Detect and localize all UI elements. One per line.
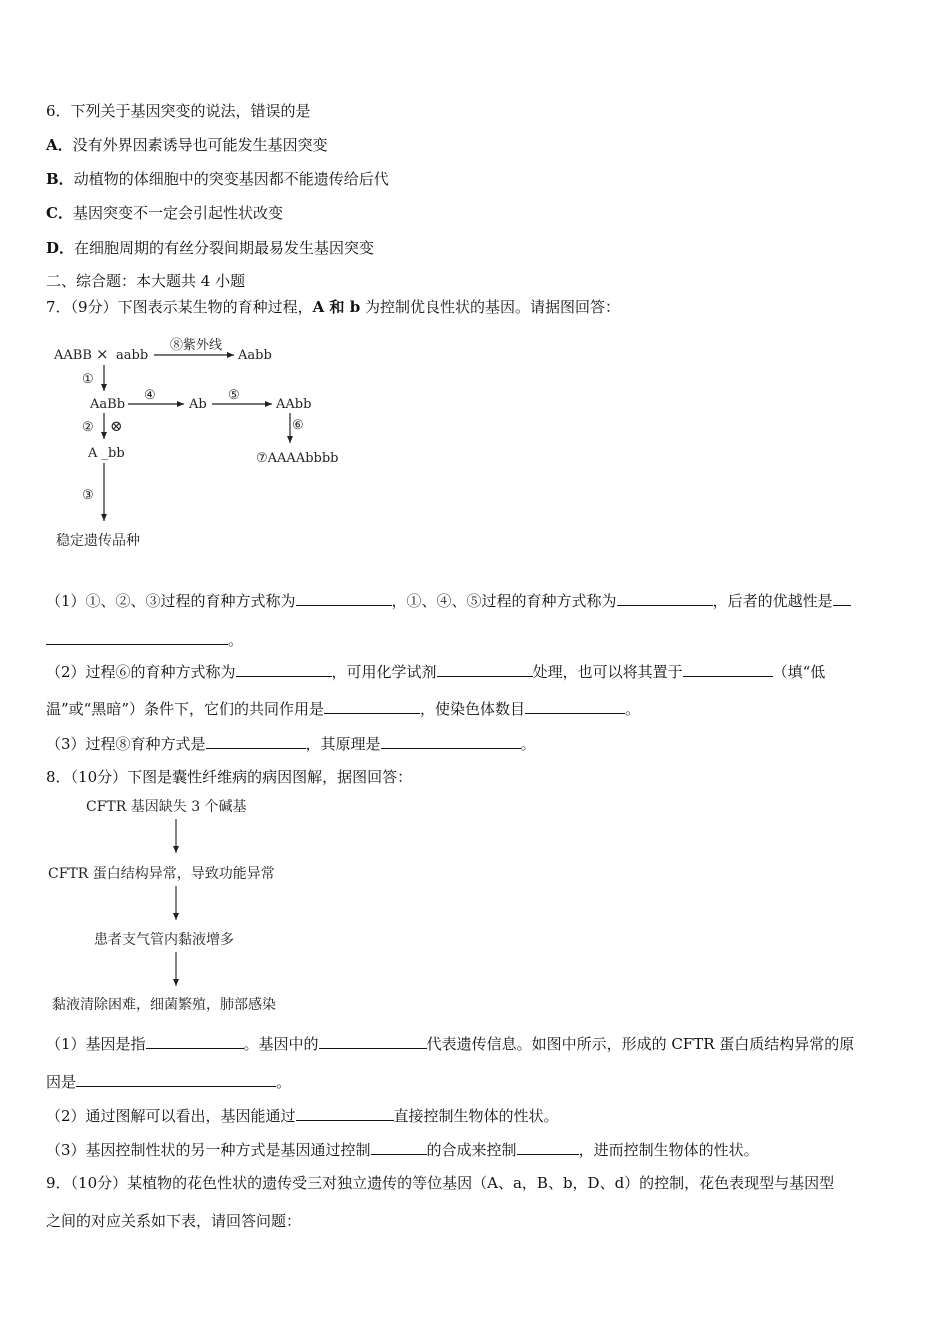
answer-blank[interactable] (833, 590, 851, 606)
q7-p3-text: （3）过程⑧育种方式是 (46, 735, 206, 753)
q8-p1-text: 因是 (46, 1073, 77, 1091)
q7-stem-text: 下图表示某生物的育种过程， (117, 298, 313, 316)
answer-blank[interactable] (437, 661, 533, 677)
step6-label: ⑥ (292, 418, 304, 433)
q7-part1-line2 (46, 629, 243, 650)
answer-blank[interactable] (371, 1139, 427, 1155)
step4-label: ④ (144, 388, 156, 403)
answer-blank[interactable] (296, 1105, 394, 1121)
q7-p2-text: （2）过程⑥的育种方式称为 (46, 663, 236, 681)
q7-p1-text: ，后者的优越性是 (712, 592, 833, 610)
f1-label: AaBb (90, 397, 126, 412)
step1-label: ① (82, 372, 94, 387)
q8-p3-text: 的合成来控制 (426, 1141, 517, 1159)
answer-blank[interactable] (46, 629, 228, 645)
step3-label: ③ (82, 488, 94, 503)
q9-number: 9．（10分） (46, 1174, 128, 1192)
q8-stem-text: 下图是囊性纤维病的病因图解，据图回答： (127, 768, 413, 786)
q8-p3-text: ，进而控制生物体的性状。 (578, 1141, 759, 1159)
q8-part2 (46, 1105, 559, 1126)
cystic-fibrosis-diagram (46, 795, 326, 1020)
answer-blank[interactable] (319, 1033, 427, 1049)
stable-variety-label: 稳定遗传品种 (56, 533, 140, 549)
q8-part1-line2 (46, 1071, 291, 1092)
q7-p2-end: 。 (625, 700, 641, 718)
selfing-symbol: ⊗ (110, 417, 123, 435)
parent2-label: aabb (116, 348, 149, 363)
step8-label: ⑧紫外线 (170, 338, 223, 353)
option-text: 没有外界因素诱导也可能发生基因突变 (72, 136, 328, 154)
step5-label: ⑤ (228, 388, 240, 403)
option-text: 基因突变不一定会引起性状改变 (72, 204, 283, 222)
cause-step-4: 黏液清除困难，细菌繁殖，肺部感染 (52, 997, 276, 1013)
breeding-process-diagram (52, 335, 352, 555)
q7-part3 (46, 733, 536, 754)
option-key: C． (46, 204, 73, 222)
q7-stem-text-end: 为控制优良性状的基因。请据图回答： (360, 298, 620, 316)
q7-p2-text: ，可用化学试剂 (331, 663, 437, 681)
q7-stem (46, 297, 620, 317)
cause-step-2: CFTR 蛋白结构异常，导致功能异常 (48, 866, 275, 882)
section-heading: 二、综合题：本大题共 4 小题 (46, 272, 246, 290)
gamete-label: Ab (189, 397, 207, 412)
answer-blank[interactable] (381, 733, 521, 749)
q8-p3-text: （3）基因控制性状的另一种方式是基因通过控制 (46, 1141, 371, 1159)
q7-p3-text: ，其原理是 (305, 735, 381, 753)
a-bb-label: A _bb (88, 446, 125, 461)
q7-p1-end: 。 (228, 631, 244, 649)
q8-p2-text: 直接控制生物体的性状。 (393, 1107, 559, 1125)
q6-option-d (46, 238, 374, 258)
option-text: 在细胞周期的有丝分裂间期最易发生基因突变 (74, 239, 375, 257)
q7-part2-line2 (46, 698, 640, 719)
option-key: B． (46, 170, 74, 188)
answer-blank[interactable] (296, 590, 392, 606)
q7-p3-end: 。 (520, 735, 536, 753)
option-key: D． (46, 239, 75, 257)
q9-stem-line2: 之间的对应关系如下表，请回答问题： (46, 1212, 302, 1230)
q7-p2-text: （填“低 (772, 663, 826, 681)
q7-p2-text: 温”或“黑暗”）条件下，它们的共同作用是 (46, 700, 325, 718)
answer-blank[interactable] (206, 733, 306, 749)
option-key: A． (46, 136, 73, 154)
q7-p2-text: ，使染色体数目 (420, 700, 526, 718)
q7-p2-text: 处理，也可以将其置于 (532, 663, 683, 681)
parent1-label: AABB (54, 348, 92, 363)
q8-p1-text: 。基因中的 (243, 1035, 319, 1053)
answer-blank[interactable] (683, 661, 773, 677)
q9-stem-line1 (46, 1173, 834, 1193)
answer-blank[interactable] (146, 1033, 244, 1049)
q8-number: 8．（10分） (46, 768, 128, 786)
q7-stem-genes: A 和 b (312, 298, 361, 316)
q8-p1-text: （1）基因是指 (46, 1035, 146, 1053)
answer-blank[interactable] (617, 590, 713, 606)
q7-p1-text: （1）①、②、③过程的育种方式称为 (46, 592, 296, 610)
q7-part1-line1 (46, 590, 851, 611)
q8-p1-text: 代表遗传信息。如图中所示，形成的 CFTR 蛋白质结构异常的原 (426, 1035, 855, 1053)
cross-symbol: × (96, 345, 109, 363)
option-text: 动植物的体细胞中的突变基因都不能遗传给后代 (73, 170, 389, 188)
step2-label: ② (82, 420, 94, 435)
q8-part3 (46, 1139, 759, 1160)
q7-number: 7．（9分） (46, 298, 118, 316)
cause-step-3: 患者支气管内黏液增多 (94, 932, 234, 948)
answer-blank[interactable] (324, 698, 420, 714)
q8-stem (46, 767, 412, 787)
answer-blank[interactable] (236, 661, 332, 677)
q6-option-c (46, 203, 283, 223)
answer-blank[interactable] (517, 1139, 579, 1155)
q9-stem-text: 某植物的花色性状的遗传受三对独立遗传的等位基因（A、a，B、b，D、d）的控制，花色表现型与基因型 (127, 1174, 835, 1192)
q6-option-b (46, 169, 389, 189)
q8-p1-end: 。 (276, 1073, 292, 1091)
step7-label: ⑦AAAAbbbb (256, 451, 339, 466)
q6-stem: 6．下列关于基因突变的说法，错误的是 (46, 102, 311, 120)
cause-step-1: CFTR 基因缺失 3 个碱基 (86, 799, 247, 815)
answer-blank[interactable] (76, 1071, 276, 1087)
q8-part1-line1 (46, 1033, 854, 1054)
doubled-label: AAbb (276, 397, 312, 412)
answer-blank[interactable] (525, 698, 625, 714)
q7-p1-text: ，①、④、⑤过程的育种方式称为 (391, 592, 617, 610)
result8-label: Aabb (238, 348, 272, 363)
q7-part2-line1 (46, 661, 825, 682)
q8-p2-text: （2）通过图解可以看出，基因能通过 (46, 1107, 296, 1125)
q6-option-a (46, 135, 328, 155)
